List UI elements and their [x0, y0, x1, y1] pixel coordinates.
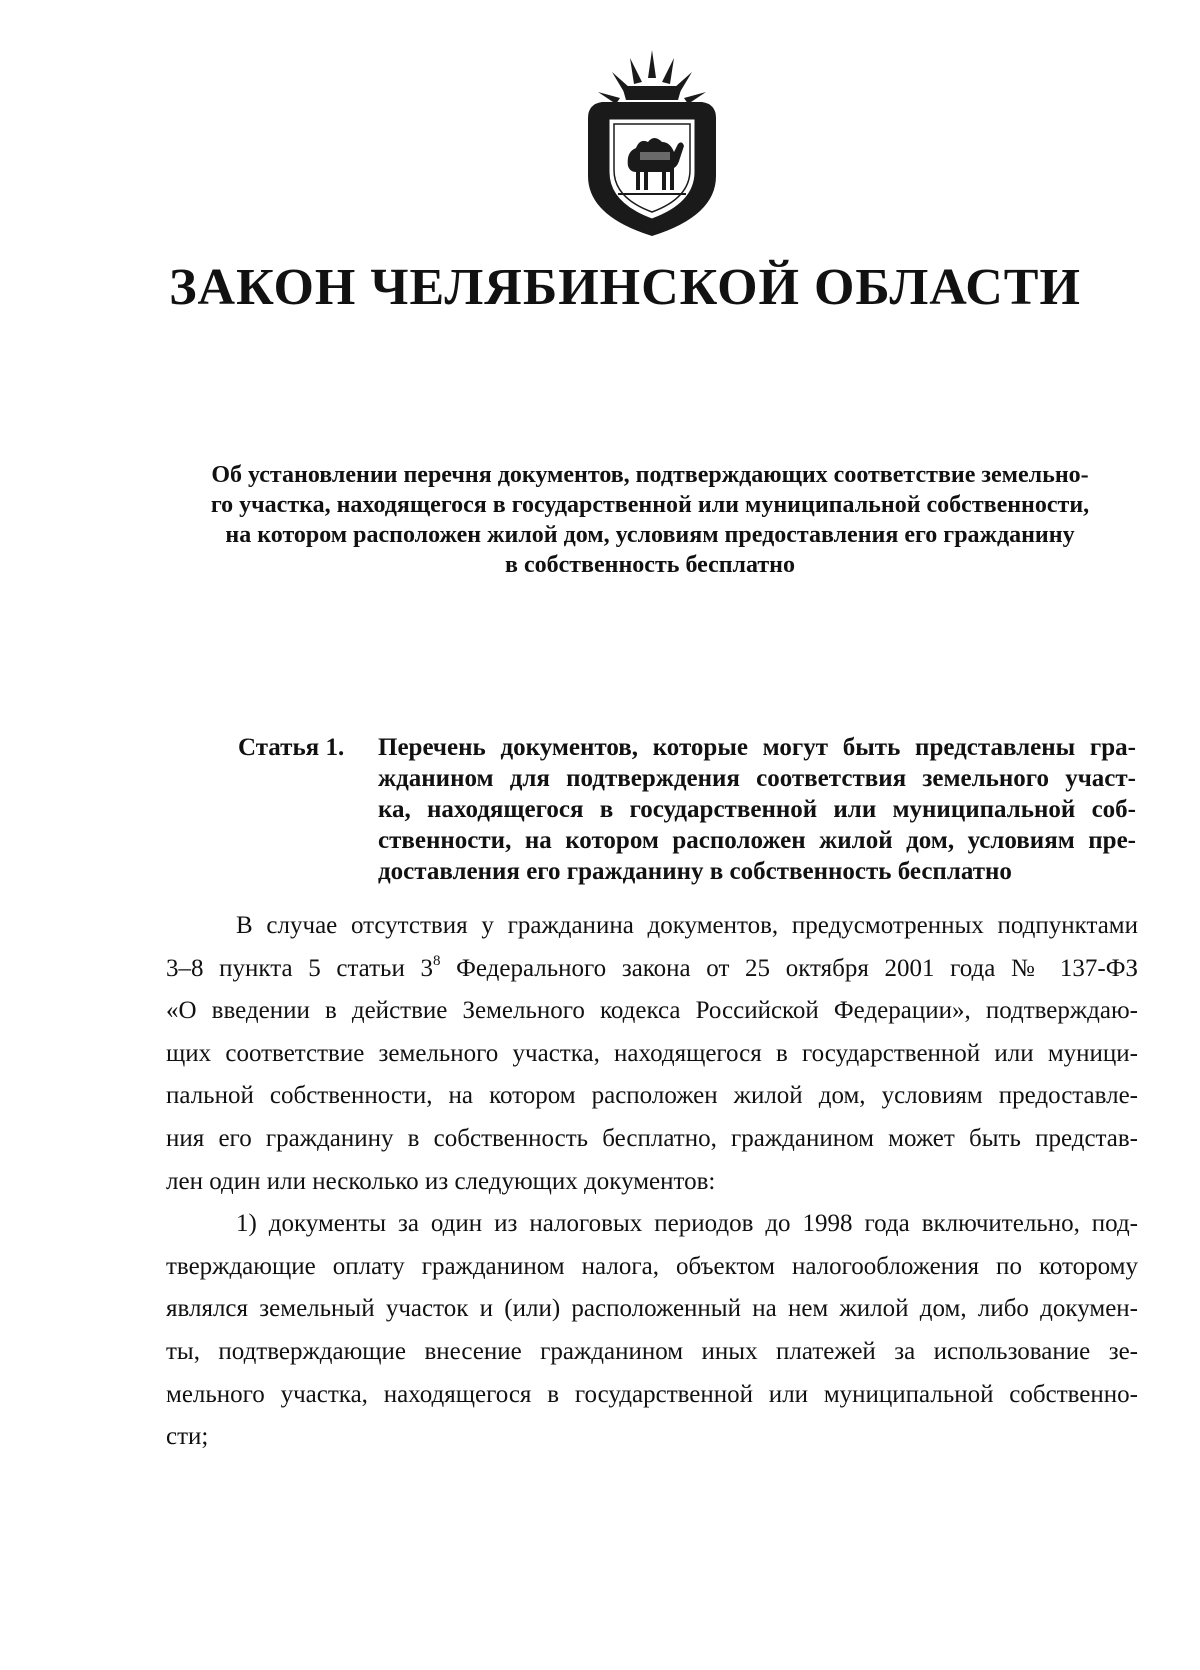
subtitle-line: Об установлении перечня документов, подтверждающих соответствие земельно- [211, 462, 1089, 488]
list-item-line: ты, подтверждающие внесение гражданином иных платежей за использование зе- [166, 1337, 1138, 1365]
paragraph-line: «О введении в действие Земельного кодекса Российской Федерации», подтверждаю- [166, 997, 1138, 1025]
paragraph-line: лен один или несколько из следующих документов: [166, 1167, 716, 1195]
article-title-line: ка, находящегося в государственной или муниципальной соб- [378, 796, 1136, 823]
list-item-line: являлся земельный участок и (или) расположенный на нем жилой дом, либо докумен- [166, 1295, 1138, 1323]
article-title-line: Перечень документов, которые могут быть представлены гра- [378, 734, 1136, 761]
article-title-line: ственности, на котором расположен жилой дом, условиям пре- [378, 827, 1136, 854]
document-title: ЗАКОН ЧЕЛЯБИНСКОЙ ОБЛАСТИ [169, 259, 1081, 316]
paragraph-line: пальной собственности, на котором расположен жилой дом, условиям предоставле- [166, 1082, 1138, 1110]
paragraph-line: В случае отсутствия у гражданина документов, предусмотренных подпунктами [236, 912, 1138, 939]
subtitle-line: на котором расположен жилой дом, условиям предоставления его гражданину [225, 522, 1075, 548]
article-title [378, 732, 1136, 887]
subtitle-line: в собственность бесплатно [504, 552, 796, 578]
paragraph-line: щих соответствие земельного участка, находящегося в государственной или муници- [166, 1039, 1138, 1067]
paragraph-line [166, 948, 1138, 991]
article-label: Статья 1. [238, 734, 345, 761]
article-body [166, 905, 1138, 1459]
law-reference-tail: Федерального закона от 25 октября 2001 года № 137-ФЗ [440, 954, 1138, 982]
coat-of-arms-icon [578, 48, 726, 238]
list-item-line: тверждающие оплату гражданином налога, объектом налогообложения по которому [166, 1252, 1138, 1280]
article-title-line: доставления его гражданину в собственность бесплатно [378, 858, 1012, 885]
list-item-line: 1) документы за один из налоговых периодов до 1998 года включительно, под- [236, 1210, 1138, 1238]
article-title-line: жданином для подтверждения соответствия земельного участ- [378, 765, 1136, 792]
list-item-line: мельного участка, находящегося в государственной или муниципальной собственно- [166, 1380, 1138, 1408]
article-superscript: 8 [432, 952, 441, 969]
law-subtitle [160, 460, 1140, 580]
law-reference: 3–8 пункта 5 статьи 3 [166, 954, 433, 982]
list-item-line: сти; [166, 1423, 209, 1451]
subtitle-line: го участка, находящегося в государственной или муниципальной собственности, [210, 492, 1090, 518]
paragraph-line: ния его гражданину в собственность бесплатно, гражданином может быть представ- [166, 1124, 1138, 1152]
